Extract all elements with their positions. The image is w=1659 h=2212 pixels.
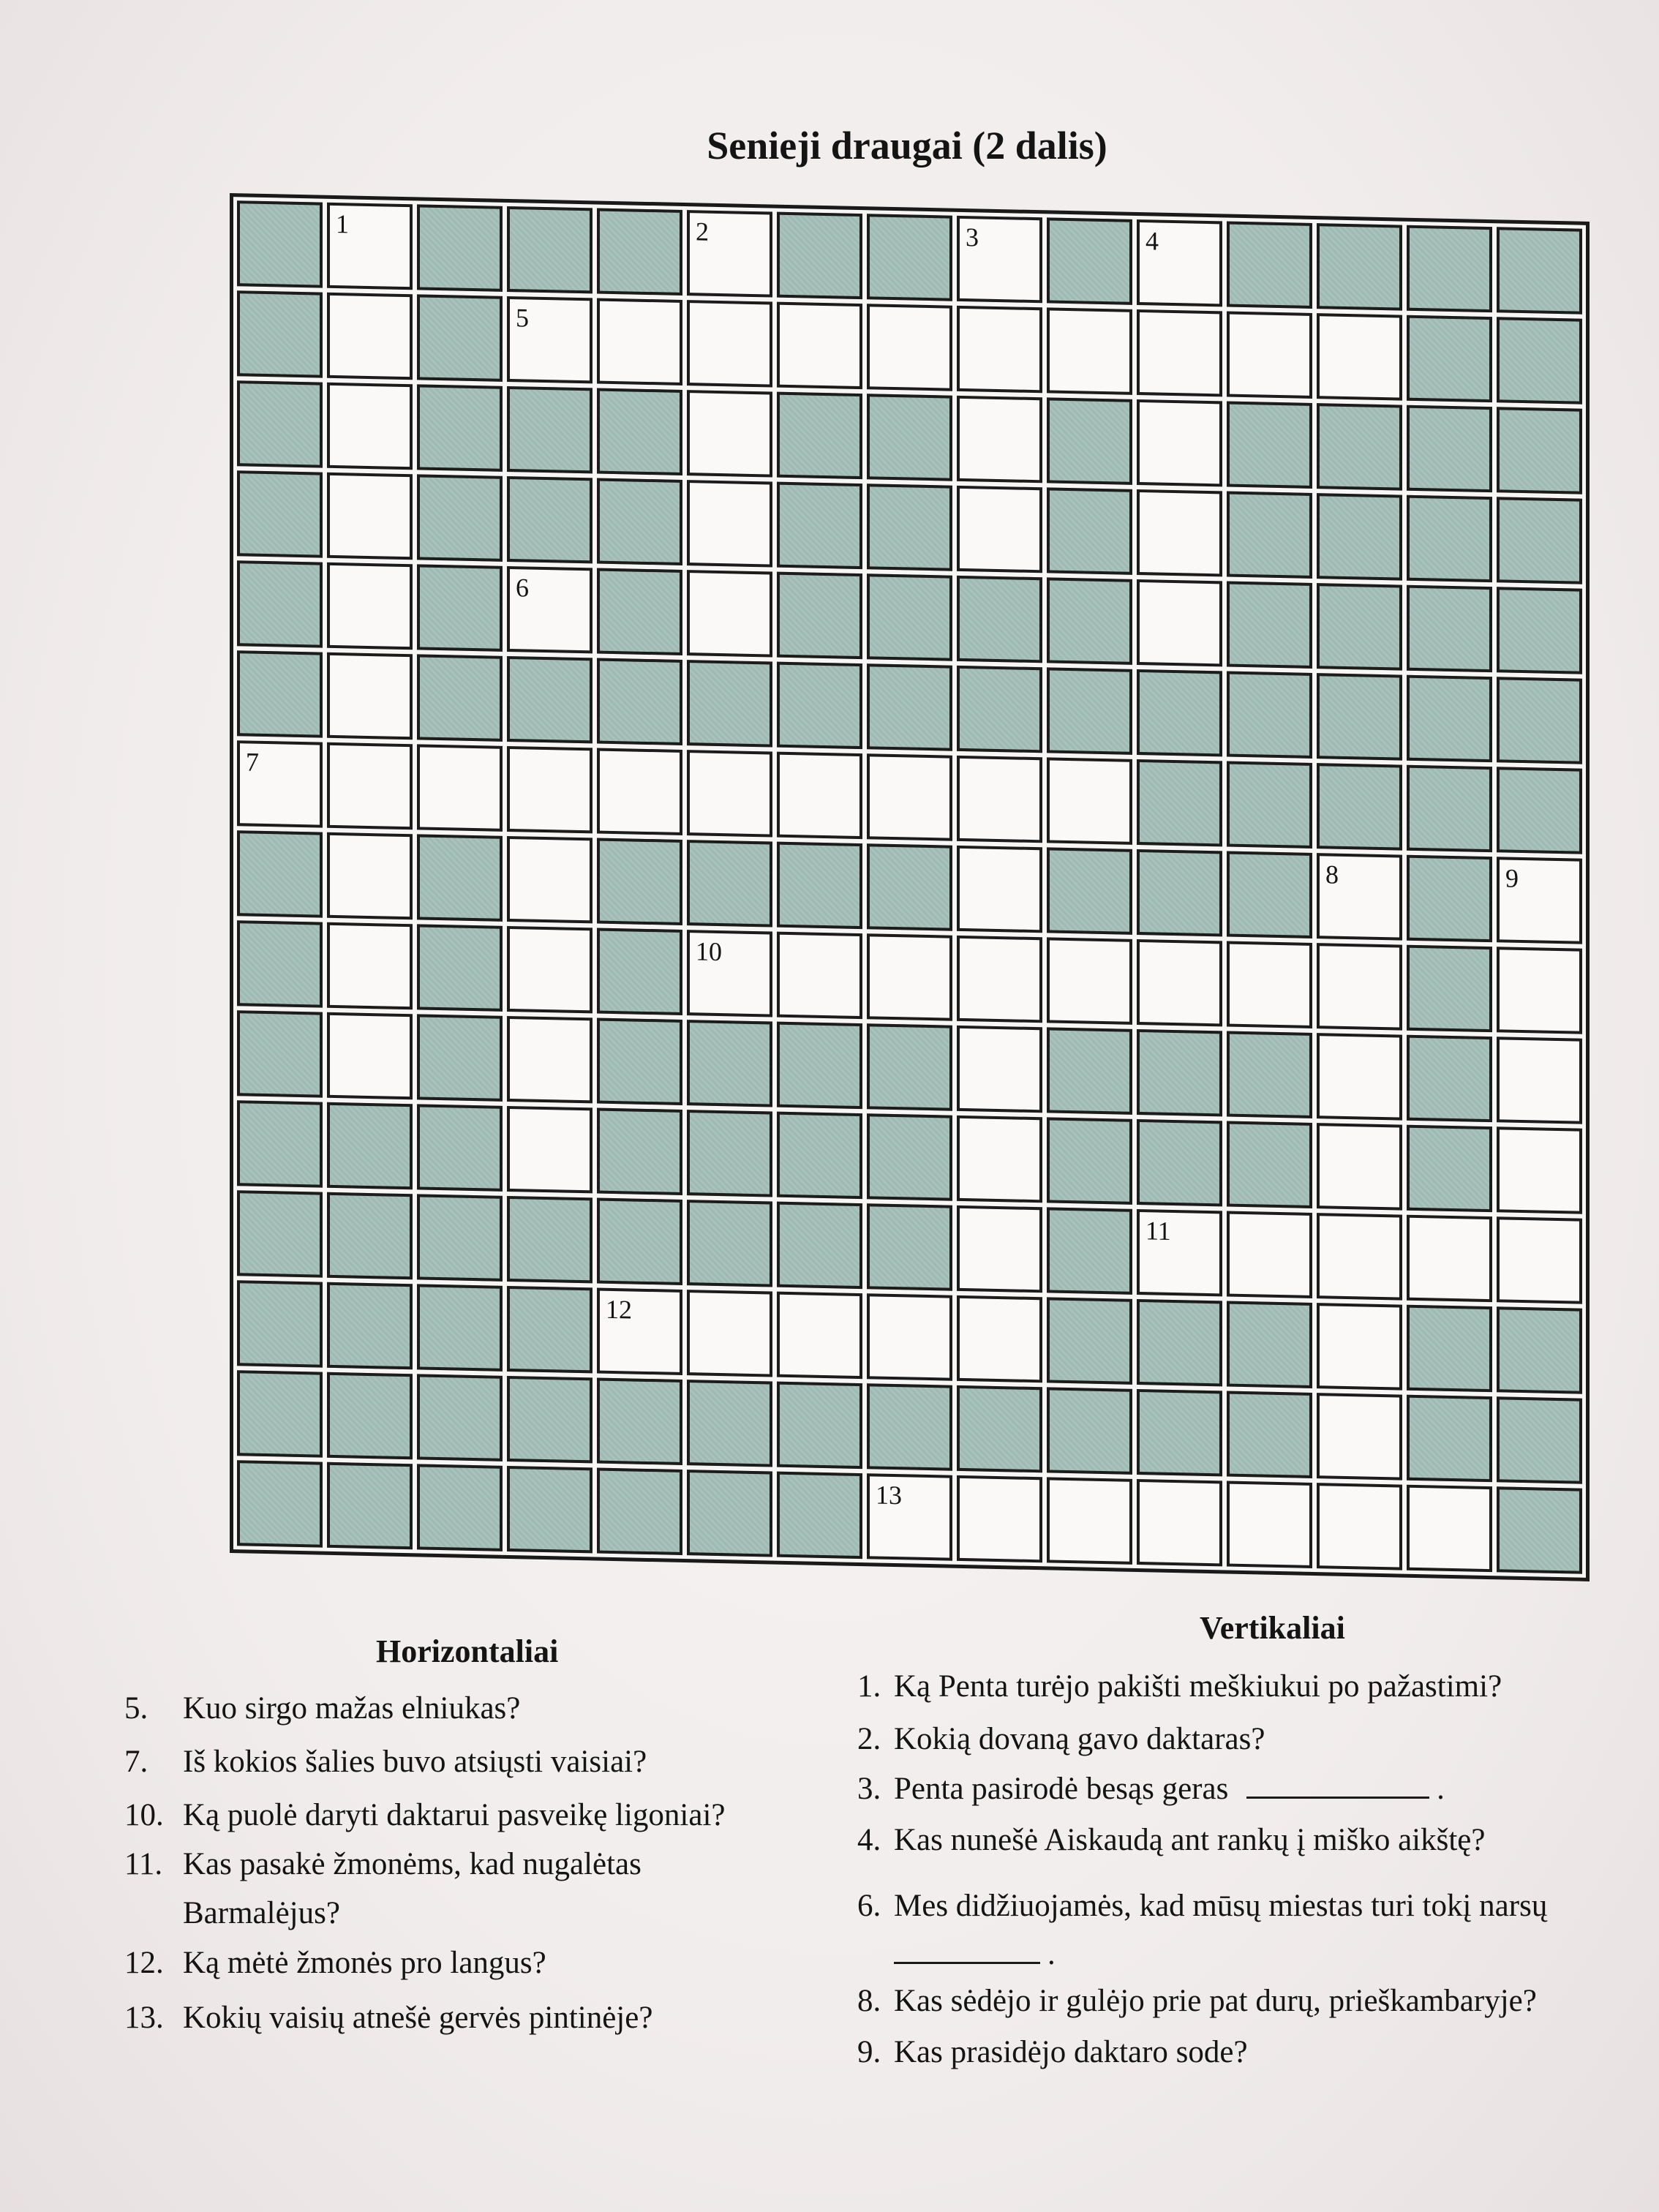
shaded-cell	[1497, 1306, 1582, 1393]
answer-cell[interactable]	[1407, 1215, 1492, 1302]
answer-blank	[1246, 1797, 1429, 1799]
shaded-cell	[327, 1282, 413, 1369]
answer-cell[interactable]	[1317, 1303, 1402, 1390]
h-clue-10: 10. Ką puolė daryti daktarui pasveikę ligoniai?	[124, 1798, 726, 1832]
clue-number: 13	[876, 1480, 902, 1511]
answer-cell[interactable]	[237, 740, 323, 827]
shaded-cell	[1317, 673, 1402, 760]
shaded-cell	[237, 1370, 323, 1457]
answer-cell[interactable]	[1227, 312, 1312, 399]
shaded-cell	[1227, 851, 1312, 938]
shaded-cell	[1497, 1396, 1582, 1483]
answer-cell[interactable]	[1317, 313, 1402, 400]
shaded-cell	[1227, 1391, 1312, 1478]
answer-cell[interactable]	[327, 473, 413, 560]
answer-blank	[894, 1962, 1040, 1964]
shaded-cell	[1317, 223, 1402, 310]
h-clue-12: 12. Ką mėtė žmonės pro langus?	[124, 1946, 546, 1980]
answer-cell[interactable]	[1227, 941, 1312, 1028]
shaded-cell	[1497, 497, 1582, 584]
answer-cell[interactable]	[507, 566, 592, 653]
shaded-cell	[417, 564, 503, 651]
clue-number: 12	[606, 1294, 632, 1325]
shaded-cell	[507, 476, 592, 563]
shaded-cell	[1497, 407, 1582, 494]
shaded-cell	[687, 660, 772, 747]
h-clue-5: 5. Kuo sirgo mažas elniukas?	[124, 1691, 521, 1726]
answer-cell[interactable]	[1497, 857, 1582, 944]
answer-cell[interactable]	[867, 1473, 952, 1560]
answer-cell[interactable]	[1137, 1479, 1222, 1566]
answer-cell[interactable]	[1137, 939, 1222, 1026]
shaded-cell	[237, 560, 323, 647]
shaded-cell	[237, 1190, 323, 1277]
shaded-cell	[1407, 855, 1492, 942]
shaded-cell	[417, 1464, 503, 1551]
answer-cell[interactable]	[687, 480, 772, 567]
shaded-cell	[867, 214, 952, 301]
shaded-cell	[597, 1468, 682, 1555]
shaded-cell	[1137, 669, 1222, 756]
answer-cell[interactable]	[1317, 943, 1402, 1030]
h-clue-13: 13. Kokių vaisių atnešė gervės pintinėje?	[124, 2001, 653, 2035]
shaded-cell	[237, 200, 323, 287]
shaded-cell	[507, 206, 592, 293]
page-title: Senieji draugai (2 dalis)	[707, 124, 1107, 168]
shaded-cell	[1497, 587, 1582, 674]
clue-number: 11	[1146, 1216, 1171, 1246]
shaded-cell	[237, 650, 323, 737]
shaded-cell	[777, 482, 862, 569]
answer-cell[interactable]	[1317, 853, 1402, 940]
shaded-cell	[1317, 583, 1402, 670]
answer-cell[interactable]	[1227, 1481, 1312, 1568]
answer-cell[interactable]	[957, 306, 1042, 393]
answer-cell[interactable]	[1047, 1477, 1132, 1564]
clue-number: 3	[966, 222, 979, 252]
answer-cell[interactable]	[507, 746, 592, 833]
shaded-cell	[597, 1018, 682, 1105]
answer-cell[interactable]	[1317, 1483, 1402, 1570]
shaded-cell	[417, 1194, 503, 1281]
answer-cell[interactable]	[1227, 1211, 1312, 1298]
shaded-cell	[867, 663, 952, 750]
shaded-cell	[507, 656, 592, 743]
answer-cell[interactable]	[327, 563, 413, 650]
answer-cell[interactable]	[327, 1012, 413, 1099]
shaded-cell	[1407, 1305, 1492, 1392]
clue-number: 6	[516, 573, 529, 603]
answer-cell[interactable]	[1047, 307, 1132, 394]
shaded-cell	[1317, 493, 1402, 580]
shaded-cell	[777, 662, 862, 749]
shaded-cell	[777, 212, 862, 299]
shaded-cell	[237, 1280, 323, 1367]
shaded-cell	[597, 208, 682, 296]
h-clue-11: 11. Kas pasakė žmonėms, kad nugalėtas	[124, 1847, 642, 1881]
answer-cell[interactable]	[507, 296, 592, 383]
answer-cell[interactable]	[957, 1026, 1042, 1113]
answer-cell[interactable]	[1137, 489, 1222, 576]
shaded-cell	[237, 920, 323, 1007]
answer-cell[interactable]	[1407, 1485, 1492, 1572]
answer-cell[interactable]	[327, 293, 413, 380]
shaded-cell	[1497, 1486, 1582, 1573]
shaded-cell	[1227, 761, 1312, 849]
answer-cell[interactable]	[867, 304, 952, 391]
answer-cell[interactable]	[1047, 937, 1132, 1024]
answer-cell[interactable]	[1497, 1037, 1582, 1124]
shaded-cell	[1227, 402, 1312, 489]
shaded-cell	[1407, 585, 1492, 672]
v-clue-6: 6. Mes didžiuojamės, kad mūsų miestas turi tokį narsų	[857, 1889, 1548, 1923]
shaded-cell	[597, 658, 682, 745]
answer-cell[interactable]	[687, 390, 772, 477]
shaded-cell	[237, 1010, 323, 1097]
answer-cell[interactable]	[327, 832, 413, 919]
shaded-cell	[687, 1380, 772, 1467]
shaded-cell	[1137, 849, 1222, 936]
answer-cell[interactable]	[1137, 309, 1222, 396]
shaded-cell	[1227, 492, 1312, 579]
answer-cell[interactable]	[957, 486, 1042, 573]
shaded-cell	[777, 1202, 862, 1289]
shaded-cell	[1497, 767, 1582, 854]
answer-cell[interactable]	[687, 570, 772, 657]
shaded-cell	[597, 388, 682, 475]
shaded-cell	[957, 1385, 1042, 1472]
v-clue-1: 1. Ką Penta turėjo pakišti meškiukui po pažastimi?	[857, 1669, 1502, 1704]
v-clue-2: 2. Kokią dovaną gavo daktaras?	[857, 1722, 1265, 1756]
shaded-cell	[687, 1020, 772, 1107]
shaded-cell	[417, 384, 503, 471]
shaded-cell	[1047, 217, 1132, 304]
shaded-cell	[237, 1460, 323, 1547]
shaded-cell	[597, 1198, 682, 1285]
shaded-cell	[597, 838, 682, 925]
answer-cell[interactable]	[777, 932, 862, 1019]
answer-cell[interactable]	[327, 652, 413, 740]
shaded-cell	[867, 1383, 952, 1470]
answer-cell[interactable]	[507, 926, 592, 1013]
shaded-cell	[237, 290, 323, 377]
answer-cell[interactable]	[1137, 219, 1222, 306]
clue-number: 10	[696, 936, 722, 967]
answer-cell[interactable]	[1317, 1123, 1402, 1210]
shaded-cell	[597, 478, 682, 565]
shaded-cell	[1497, 677, 1582, 764]
shaded-cell	[867, 843, 952, 930]
shaded-cell	[1047, 1297, 1132, 1384]
shaded-cell	[507, 1466, 592, 1553]
shaded-cell	[1137, 1299, 1222, 1386]
shaded-cell	[1047, 1387, 1132, 1474]
answer-cell[interactable]	[1137, 1209, 1222, 1296]
crossword-frame	[230, 193, 1590, 1581]
answer-cell[interactable]	[327, 203, 413, 290]
v-clue-9: 9. Kas prasidėjo daktaro sode?	[857, 2035, 1248, 2069]
answer-cell[interactable]	[957, 396, 1042, 483]
shaded-cell	[1497, 317, 1582, 404]
shaded-cell	[597, 1108, 682, 1195]
shaded-cell	[597, 568, 682, 655]
shaded-cell	[1317, 763, 1402, 850]
clue-number: 2	[696, 217, 709, 247]
clue-number: 9	[1505, 863, 1519, 893]
shaded-cell	[1407, 405, 1492, 492]
answer-cell[interactable]	[417, 744, 503, 831]
answer-cell[interactable]	[867, 753, 952, 840]
shaded-cell	[597, 928, 682, 1015]
shaded-cell	[687, 1110, 772, 1197]
shaded-cell	[867, 1023, 952, 1110]
shaded-cell	[687, 1200, 772, 1287]
shaded-cell	[417, 1284, 503, 1371]
shaded-cell	[417, 834, 503, 921]
answer-cell[interactable]	[1497, 947, 1582, 1034]
answer-cell[interactable]	[1137, 579, 1222, 666]
shaded-cell	[1227, 1121, 1312, 1208]
shaded-cell	[1047, 1027, 1132, 1114]
shaded-cell	[957, 666, 1042, 753]
answer-cell[interactable]	[507, 1106, 592, 1193]
shaded-cell	[1137, 1389, 1222, 1476]
shaded-cell	[777, 1382, 862, 1469]
shaded-cell	[1047, 487, 1132, 574]
shaded-cell	[1407, 945, 1492, 1032]
answer-cell[interactable]	[957, 1116, 1042, 1203]
clue-number: 5	[516, 303, 529, 333]
answer-cell[interactable]	[1317, 1213, 1402, 1300]
v-clue-6-blank-line: .	[894, 1936, 1056, 1974]
shaded-cell	[237, 1100, 323, 1187]
clue-number: 8	[1325, 859, 1339, 889]
answer-cell[interactable]	[867, 1293, 952, 1380]
shaded-cell	[867, 1113, 952, 1200]
shaded-cell	[1407, 1035, 1492, 1122]
shaded-cell	[507, 386, 592, 473]
shaded-cell	[1047, 577, 1132, 664]
shaded-cell	[1407, 495, 1492, 582]
shaded-cell	[417, 294, 503, 381]
vertical-heading: Vertikaliai	[1200, 1610, 1345, 1646]
answer-cell[interactable]	[1137, 399, 1222, 486]
answer-cell[interactable]	[777, 302, 862, 389]
answer-cell[interactable]	[777, 1292, 862, 1379]
answer-cell[interactable]	[597, 1288, 682, 1375]
answer-cell[interactable]	[1317, 1033, 1402, 1120]
answer-cell[interactable]	[957, 1295, 1042, 1382]
answer-cell[interactable]	[687, 930, 772, 1017]
answer-cell[interactable]	[327, 742, 413, 830]
clue-number: 4	[1146, 226, 1159, 256]
shaded-cell	[1047, 667, 1132, 754]
shaded-cell	[1047, 1117, 1132, 1204]
answer-cell[interactable]	[507, 1016, 592, 1103]
shaded-cell	[957, 576, 1042, 663]
shaded-cell	[1227, 1031, 1312, 1118]
shaded-cell	[417, 654, 503, 741]
shaded-cell	[327, 1462, 413, 1549]
shaded-cell	[1227, 582, 1312, 669]
answer-cell[interactable]	[687, 300, 772, 387]
shaded-cell	[777, 572, 862, 659]
answer-cell[interactable]	[957, 216, 1042, 303]
answer-cell[interactable]	[777, 752, 862, 839]
answer-cell[interactable]	[957, 846, 1042, 933]
answer-cell[interactable]	[1317, 1393, 1402, 1480]
crossword-grid	[230, 193, 1590, 1581]
h-clue-11-continued: Barmalėjus?	[183, 1896, 340, 1930]
shaded-cell	[777, 392, 862, 479]
shaded-cell	[507, 1286, 592, 1373]
shaded-cell	[867, 1203, 952, 1290]
shaded-cell	[507, 1376, 592, 1463]
shaded-cell	[1407, 1395, 1492, 1482]
shaded-cell	[417, 204, 503, 291]
shaded-cell	[597, 1378, 682, 1465]
shaded-cell	[777, 1112, 862, 1199]
shaded-cell	[1227, 222, 1312, 309]
shaded-cell	[1407, 765, 1492, 852]
shaded-cell	[687, 840, 772, 927]
shaded-cell	[237, 380, 323, 467]
shaded-cell	[1227, 1301, 1312, 1388]
shaded-cell	[777, 1022, 862, 1109]
answer-cell[interactable]	[327, 383, 413, 470]
shaded-cell	[417, 1104, 503, 1191]
shaded-cell	[1407, 675, 1492, 762]
shaded-cell	[1047, 847, 1132, 934]
clue-number: 1	[336, 209, 349, 239]
answer-cell[interactable]	[327, 922, 413, 1009]
answer-cell[interactable]	[687, 1290, 772, 1377]
shaded-cell	[1407, 1125, 1492, 1212]
answer-cell[interactable]	[1497, 1126, 1582, 1214]
shaded-cell	[777, 842, 862, 929]
shaded-cell	[1407, 315, 1492, 402]
shaded-cell	[327, 1372, 413, 1459]
shaded-cell	[237, 830, 323, 917]
answer-cell[interactable]	[597, 748, 682, 835]
v-clue-3: 3. Penta pasirodė besąs geras .	[857, 1772, 1445, 1806]
shaded-cell	[1137, 759, 1222, 846]
shaded-cell	[507, 1196, 592, 1283]
shaded-cell	[687, 1470, 772, 1557]
shaded-cell	[1047, 397, 1132, 484]
shaded-cell	[867, 394, 952, 481]
shaded-cell	[237, 470, 323, 557]
shaded-cell	[777, 1472, 862, 1559]
shaded-cell	[1137, 1119, 1222, 1206]
answer-cell[interactable]	[957, 936, 1042, 1023]
shaded-cell	[417, 474, 503, 561]
shaded-cell	[867, 484, 952, 571]
answer-cell[interactable]	[597, 298, 682, 385]
horizontal-heading: Horizontaliai	[376, 1633, 559, 1669]
v-clue-8: 8. Kas sėdėjo ir gulėjo prie pat durų, prieškambaryje?	[857, 1984, 1537, 2018]
answer-cell[interactable]	[957, 1475, 1042, 1562]
answer-cell[interactable]	[687, 210, 772, 297]
h-clue-7: 7. Iš kokios šalies buvo atsiųsti vaisiai?	[124, 1745, 647, 1779]
shaded-cell	[327, 1102, 413, 1189]
answer-cell[interactable]	[507, 836, 592, 923]
shaded-cell	[1137, 1029, 1222, 1116]
shaded-cell	[867, 573, 952, 661]
answer-cell[interactable]	[1497, 1216, 1582, 1304]
shaded-cell	[417, 1014, 503, 1101]
answer-cell[interactable]	[1047, 757, 1132, 844]
shaded-cell	[1047, 1207, 1132, 1294]
shaded-cell	[1407, 225, 1492, 312]
shaded-cell	[417, 924, 503, 1011]
shaded-cell	[1227, 672, 1312, 759]
answer-cell[interactable]	[957, 756, 1042, 843]
shaded-cell	[327, 1192, 413, 1279]
clue-number: 7	[246, 747, 259, 777]
answer-cell[interactable]	[867, 933, 952, 1020]
shaded-cell	[417, 1374, 503, 1461]
answer-cell[interactable]	[687, 750, 772, 837]
answer-cell[interactable]	[957, 1205, 1042, 1293]
v-clue-4: 4. Kas nunešė Aiskaudą ant rankų į miško aikštę?	[857, 1823, 1486, 1857]
shaded-cell	[1317, 403, 1402, 490]
shaded-cell	[1497, 227, 1582, 314]
